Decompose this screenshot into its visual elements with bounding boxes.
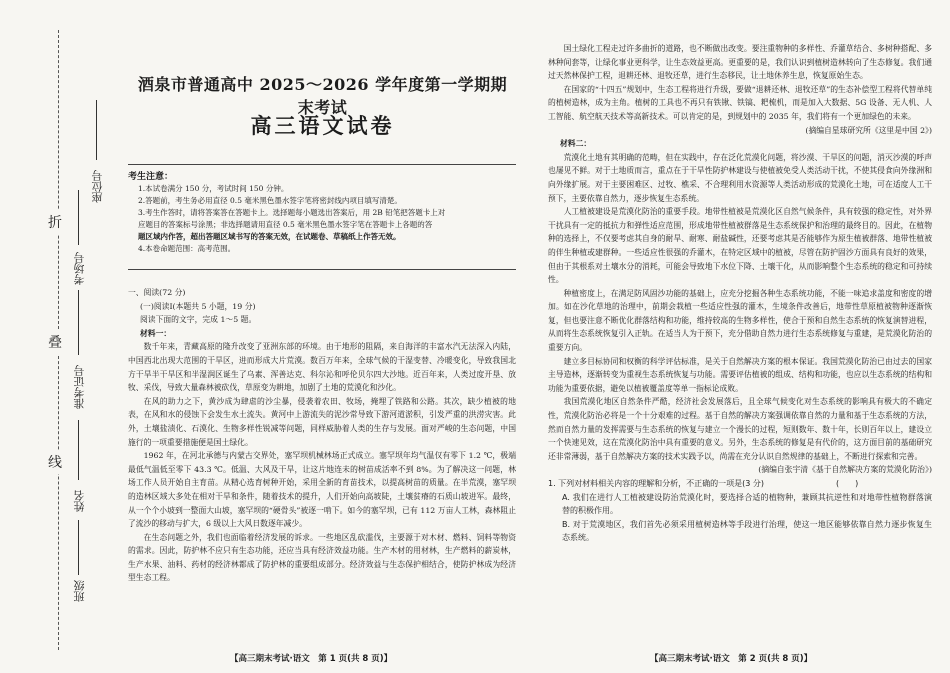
notice-box (128, 164, 516, 270)
paragraph: 荒漠化土地有其明确的范畴，但在实践中，存在泛化荒漠化问题，将沙漠、干旱区的问题，消灭沙漠的呼声也屡见不鲜。对于土地质而言，重点在于干旱性防护林建设与使植被免受人类活动干扰，不使其侵食向外缘洲和向外缘扩展。对于主要困难区、过牧、樵采、不合理利用水资源等人类活动形成的荒漠化土地，可在适度人工干预下，主要依靠自然力，逐步恢复生态系统。 (548, 152, 932, 203)
paragraph: 我国荒漠化地区自然条件严酷，经济社会发展落后，且全球气候变化对生态系统的影响具有极大的不确定性，荒漠化防治必将是一个十分艰难的过程。基于自然的解决方案强调依靠自然的力量和基于生态系统的方法，然而自然力量的发挥需要与生态系统的恢复与建立一个漫长的过程，短则数年、数十年，长则百年以上，建设立一个快速见效，这在荒漠化防治中具有重要的意义。另外，生态系统的修复是有代价的，这方面目前的基础研究还非常薄弱，基于自然解决方案的技术实践予以，尚需在充分认识自然规律的基础上，不断进行探索和完善。 (548, 397, 932, 461)
notice-item: 应题目的答案标号涂黑；非选择题请用直径 0.5 毫米黑色墨水签字笔在答题卡上各题的答 (138, 220, 433, 229)
name-input-line[interactable] (78, 420, 79, 480)
paragraph: 国土绿化工程走过许多曲折的道路，也不断做出改变。要注重物种的多样性、乔灌草结合、多树种搭配、多林种间套等，让绿化事业更科学，让生态效益更高。更重要的是，我们认识到植树造林转向了生态修复。我们通过天然林保护工程，退耕还林、退牧还草，进行生态移民，让土地休养生息，恢复原始生态。 (548, 44, 932, 81)
page-footer-1: 【高三期末考试·语文 第 1 页(共 8 页)】 (230, 654, 393, 664)
exam-title: 酒泉市普通高中 2025～2026 学年度第一学期期末考试 (137, 75, 508, 117)
left-body (128, 286, 516, 585)
option-b[interactable]: B. 对于荒漠地区，我们首先必须采用植树造林等手段进行治理，使这一地区能够依靠自然力逐步恢复生态系统。 (562, 519, 932, 543)
seat-label: 座位号 (91, 170, 104, 203)
instruction: 阅读下面的文字，完成 1～5 题。 (140, 315, 257, 325)
class-input-line[interactable] (78, 520, 79, 575)
fold-char-1: 折 (48, 210, 62, 234)
notice-item: 题区域内作答，超出答题区域书写的答案无效，在试题卷、草稿纸上作答无效。 (138, 232, 401, 241)
paragraph: 建立多目标协同和权衡的科学评估标准，是关于自然解决方案的根本保证。我国荒漠化防治已由过去的国家主导造林，逐渐转变为重视生态系统恢复与功能。需要评估植被的组成、结构和功能，也应以生态系统的结构和功能为重要依据，避免以植被覆盖度等单一指标论成败。 (548, 356, 932, 393)
notice-heading: 考生注意： (128, 172, 174, 182)
notice-item: 2.答题前，考生务必用直径 0.5 毫米黑色墨水签字笔将密封线内项目填写清楚。 (138, 196, 402, 205)
paragraph: 在风的助力之下，黄沙成为肆虐的沙尘暴，侵袭着农田、牧场，掩埋了铁路和公路。其次，缺少植被的地表，在风和水的侵蚀下会发生水土流失。黄河中上游流失的泥沙常导致下游河道淤积，引发严重的洪涝灾害。此外，土壤盐渍化、石漠化、生物多样性锐减等问题，同样威胁着人类的生存与发展。面对严峻的生态问题，中国施行的一项重要措施便是国土绿化。 (128, 396, 516, 447)
class-label: 班级 (73, 580, 86, 602)
paragraph: 数千年来，青藏高原的隆升改变了亚洲东部的环境。由于地形的阻隔，来自海洋的丰富水汽无法深入内陆，中国西北出现大范围的干旱区，进而形成大片荒漠。数百万年来，全球气候的干湿变替、冷暖变化，导致我国北方干旱半干旱区和半湿润区诞生了乌素、浑善达克、科尔沁和呼伦贝尔四大沙地。近百年来，人类过度开垦、放牧、采伐，导致大量森林被砍伐，草原变为耕地，加剧了土地的荒漠化和沙化。 (128, 342, 516, 393)
paper-title: 高三语文试卷 (250, 113, 395, 138)
paragraph: 1962 年，在河北承德与内蒙古交界处，塞罕坝机械林场正式成立。塞罕坝年均气温仅有零下 1.2 ℃，极端最低气温低至零下 43.3 ℃。低温、大风及干旱，让这片地连未的树苗成活率不到 8%。为了解决这一问题，林场工作人员开始自主育苗。从精心选育树种开始，采用全新的育苗技术，以提高树苗的质量。在半荒漠，塞罕坝的造林区域大多处在相对干旱和条件，随着技术的提升，人们开始向高坡陡，土壤贫瘠的石质山坡进军。最终，从一个个小坡到一整面大山坡，塞罕坝的“硬骨头”被逐一啃下。如今的塞罕坝，已有 112 万亩人工林，森林阻止了流沙的移动与扩大，6 级以上大风日数逐年减少。 (128, 451, 516, 529)
material-label: 材料二： (560, 139, 592, 149)
name-label: 姓名 (73, 490, 86, 512)
paragraph: 种植密度上，在满足防风固沙功能的基础上，应充分挖掘各种生态系统功能，不能一味追求盖度和密度的增加。如在沙化草地的治理中，前期会栽植一些适应性强的灌木，生境条件改善后，地带性草原植被物种逐渐恢复，但也要注意不断优化群落结构和功能，维持较高的生物多样性，使合于预和自然生态系统的恢复演替进程，从而将生态系统恢复引入正轨。在适当人为于预下，充分借助自然力进行生态系统修复与重建，是荒漠化防治的重要方向。 (548, 288, 932, 353)
ticket-input-line[interactable] (78, 290, 79, 355)
ticket-label: 准考证号 (73, 365, 86, 409)
right-body (548, 42, 932, 545)
paragraph: 在生态问题之外，我们也面临着经济发展的诉求。一些地区乱砍滥伐，主要源于对木材、燃料、饲料等物资的需求。因此，防护林不应只有生态功能，还应当具有经济效益功能。生产木材的用材林，生产燃料的薪炭林，生产水果、油料、药材的经济林都成了防护林的重要组成部分。经济效益与生态保护相结合，使防护林成为经济型生态工程。 (128, 532, 516, 583)
room-input-line[interactable] (78, 190, 79, 245)
question-stem: 1. 下列对材料相关内容的理解和分析，不正确的一项是(3 分) ( ) (548, 479, 859, 488)
page-footer-2: 【高三期末考试·语文 第 2 页(共 8 页)】 (650, 654, 813, 664)
notice-item: 3.考生作答时，请将答案答在答题卡上。选择题每小题选出答案后，用 2B 铅笔把答题卡上对 (138, 208, 446, 217)
paragraph: 人工植被建设是荒漠化防治的重要手段。地带性植被是荒漠化区自然气候条件，具有较强的稳定性，对外界干扰具有一定的抵抗力和弹性适应范围，形成地带性植被群落是生态系统保护和治理的最终目的。因此，在植物种的选择上，不仅要考虑其自身的耐旱、耐寒、耐盐碱性，还要考虑其是否能够作为原生植被群落、地带性植被的伴生种植或建群种。一些适应性很强的乔灌木，在特定区域中的植被，尽管在防护固沙方面具有良好的效果，但由于其根系对土壤水分的消耗，可能会导致地下水位下降、土壤干化，从而影响整个生态系统的稳定和可持续性。 (548, 207, 932, 285)
seat-input-line[interactable] (96, 100, 97, 160)
material-label: 材料一： (140, 328, 172, 338)
fold-char-2: 叠 (48, 330, 62, 354)
option-a[interactable]: A. 我们在进行人工植被建设防治荒漠化时，要选择合适的植物种，兼顾其抗逆性和对地带性植物群落演替的积极作用。 (562, 492, 932, 516)
paragraph: 在国家的“十四五”规划中，生态工程将进行升级，要做“退耕还林、退牧还草”的生态补偿型工程将代替单纯的植树造林，成为主角。植树的工具也不再只有铁锹、铁镐、耙梳机，而是加入大数据、5G 设备、无人机、人工智能、航空航天技术等高新技术。可以肯定的是，到规划中的 2035 年，我们将有一个更加绿色的未来。 (548, 84, 932, 121)
subsection-heading: (一)阅读Ⅰ(本题共 5 小题，19 分) (140, 301, 256, 311)
notice-item: 4.本卷命题范围：高考范围。 (138, 244, 236, 253)
fold-char-3: 线 (48, 450, 62, 474)
source-citation: (摘编自星球研究所《这里是中国 2》) (805, 125, 932, 135)
notice-item: 1.本试卷满分 150 分，考试时间 150 分钟。 (138, 184, 289, 193)
section-heading: 一、阅读(72 分) (128, 288, 186, 297)
room-label: 考场号 (73, 252, 86, 285)
binding-margin (0, 0, 118, 673)
source-citation: (摘编自张宇清《基于自然解决方案的荒漠化防治》) (758, 465, 932, 475)
